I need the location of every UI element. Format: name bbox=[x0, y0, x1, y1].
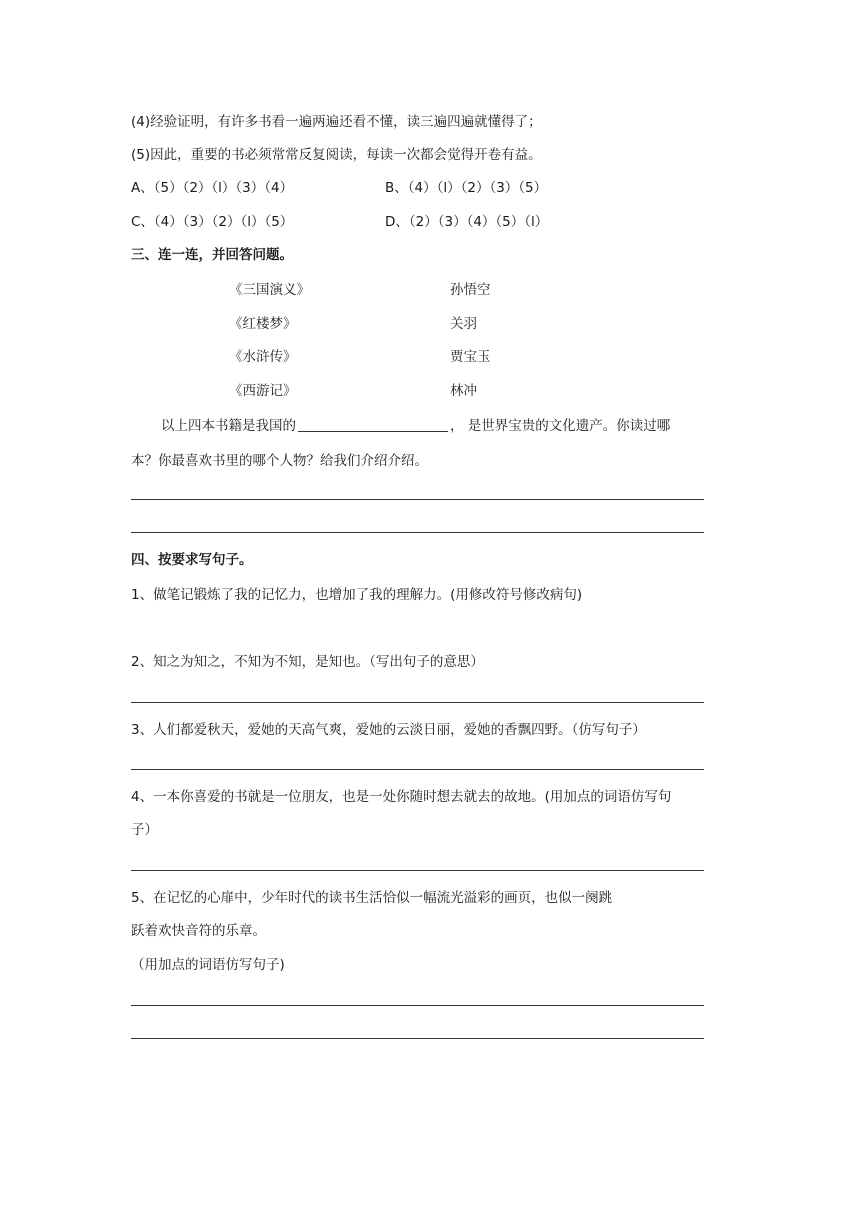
answer-line[interactable] bbox=[131, 870, 704, 871]
question-text-start: 以上四本书籍是我国的 bbox=[161, 418, 296, 434]
answer-line[interactable] bbox=[131, 769, 704, 770]
question-5-line3: （用加点的词语仿写句子) bbox=[131, 957, 285, 973]
section-4-heading: 四、按要求写句子。 bbox=[131, 552, 253, 568]
option-d: D、（2）（3）（4）（5）（l） bbox=[385, 214, 549, 230]
question-1: 1、做笔记锻炼了我的记忆力，也增加了我的理解力。(用修改符号修改病句) bbox=[131, 587, 583, 603]
book-title: 《西游记》 bbox=[229, 383, 297, 399]
fill-blank[interactable] bbox=[298, 417, 448, 432]
sentence-4: (4)经验证明，有许多书看一遍两遍还看不懂，读三遍四遍就懂得了； bbox=[131, 114, 542, 130]
question-5-line2: 跃着欢快音符的乐章。 bbox=[131, 923, 266, 939]
answer-line[interactable] bbox=[131, 702, 704, 703]
option-b: B、（4）（l）（2）（3）（5） bbox=[385, 180, 548, 196]
book-title: 《水浒传》 bbox=[229, 349, 297, 365]
answer-line[interactable] bbox=[131, 499, 704, 500]
character-name: 林冲 bbox=[450, 383, 477, 399]
character-name: 孙悟空 bbox=[450, 282, 491, 298]
question-4: 4、一本你喜爱的书就是一位朋友，也是一处你随时想去就去的故地。(用加点的词语仿写句 bbox=[131, 789, 672, 805]
character-name: 贾宝玉 bbox=[450, 349, 491, 365]
section-3-question bbox=[161, 416, 670, 436]
section-3-heading: 三、连一连，并回答问题。 bbox=[131, 247, 293, 263]
book-title: 《三国演义》 bbox=[229, 282, 310, 298]
question-text-end: ， 是世界宝贵的文化遗产。你读过哪 bbox=[450, 418, 671, 434]
answer-line[interactable] bbox=[131, 1038, 704, 1039]
question-3: 3、人们都爱秋天，爱她的天高气爽，爱她的云淡日丽，爱她的香飘四野。（仿写句子） bbox=[131, 722, 646, 738]
option-c: C、（4）（3）（2）（l）（5） bbox=[131, 214, 294, 230]
question-4-line2: 子） bbox=[131, 822, 158, 838]
section-3-question-line2: 本？你最喜欢书里的哪个人物？给我们介绍介绍。 bbox=[131, 453, 428, 469]
option-a: A、（5）（2）（l）（3）（4） bbox=[131, 180, 294, 196]
sentence-5: (5)因此，重要的书必须常常反复阅读，每读一次都会觉得开卷有益。 bbox=[131, 147, 542, 163]
book-title: 《红楼梦》 bbox=[229, 316, 297, 332]
answer-line[interactable] bbox=[131, 1005, 704, 1006]
answer-line[interactable] bbox=[131, 532, 704, 533]
question-2: 2、知之为知之，不知为不知，是知也。（写出句子的意思） bbox=[131, 654, 484, 670]
character-name: 关羽 bbox=[450, 316, 477, 332]
question-5: 5、在记忆的心扉中，少年时代的读书生活恰似一幅流光溢彩的画页，也似一阕跳 bbox=[131, 890, 613, 906]
